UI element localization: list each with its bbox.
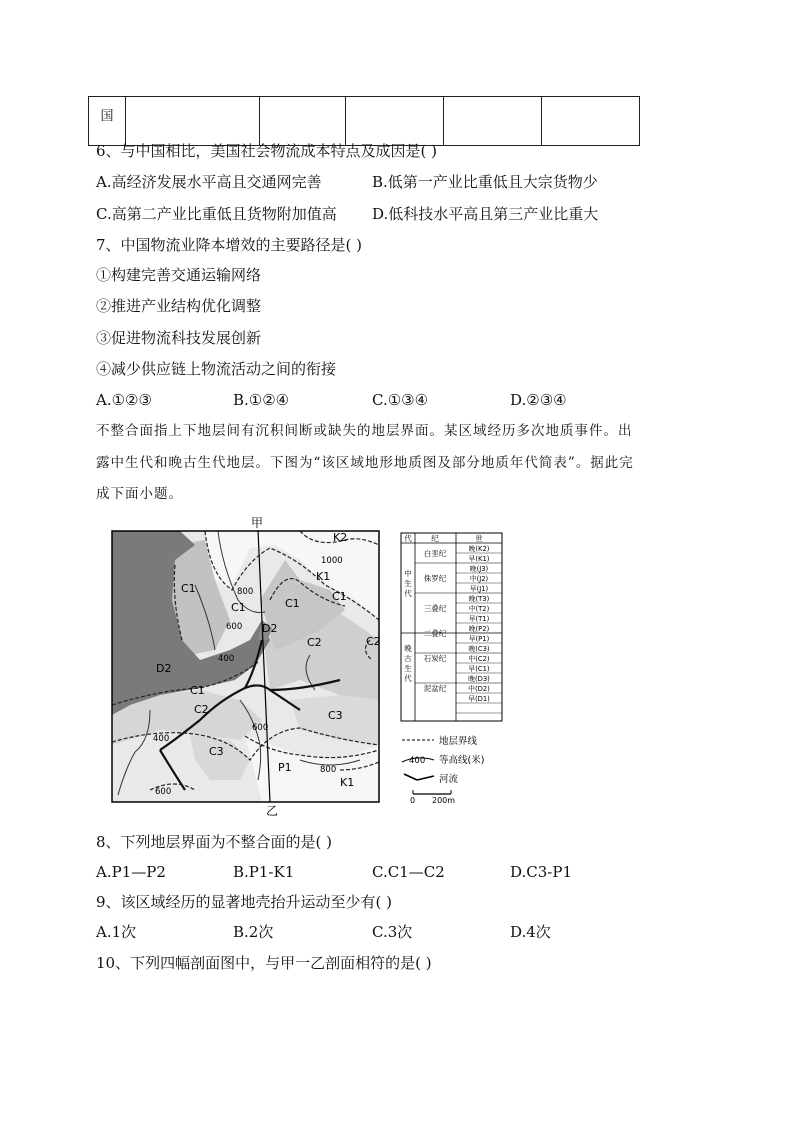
q7-item-2: ②推进产业结构优化调整 bbox=[96, 297, 262, 315]
q7-option-a[interactable]: A.①②③ bbox=[96, 391, 152, 409]
label-c1: C1 bbox=[190, 684, 205, 697]
q7-item-3: ③促进物流科技发展创新 bbox=[96, 329, 262, 347]
intro-line-2: 露中生代和晚古生代地层。下图为“该区域地形地质图及部分地质年代简表”。据此完 bbox=[96, 455, 634, 471]
table-cell: 国 bbox=[89, 97, 126, 146]
epoch-cell: 晚(J3) bbox=[469, 565, 489, 573]
q6-option-b[interactable]: B.低第一产业比重低且大宗货物少 bbox=[372, 173, 598, 191]
scale-length: 200m bbox=[432, 796, 456, 805]
label-c3: C3 bbox=[328, 709, 343, 722]
intro-line-3: 成下面小题。 bbox=[96, 486, 183, 502]
era-cell: 中生代 bbox=[404, 569, 412, 598]
epoch-cell: 中(T2) bbox=[468, 605, 490, 613]
q9-option-d[interactable]: D.4次 bbox=[510, 923, 551, 941]
label-k1: K1 bbox=[316, 570, 331, 583]
q6-option-c[interactable]: C.高第二产业比重低且货物附加值高 bbox=[96, 205, 337, 223]
contour-label: 800 bbox=[320, 765, 337, 775]
label-k2: K2 bbox=[333, 531, 348, 544]
q8-option-d[interactable]: D.C3-P1 bbox=[510, 863, 572, 881]
epoch-cell: 中(D2) bbox=[468, 685, 490, 693]
contour-label: 600 bbox=[226, 622, 243, 632]
data-table-fragment bbox=[88, 96, 640, 146]
epoch-cell: 早(C1) bbox=[468, 665, 490, 673]
table-cell bbox=[260, 97, 346, 146]
label-c2: C2 bbox=[194, 703, 209, 716]
question-7-stem: 7、中国物流业降本增效的主要路径是( ) bbox=[96, 236, 363, 254]
epoch-cell: 晚(C3) bbox=[468, 645, 490, 653]
table-row bbox=[89, 97, 640, 146]
contour-label: 400 bbox=[218, 654, 235, 664]
map-legend bbox=[399, 730, 509, 805]
question-10-stem: 10、下列四幅剖面图中，与甲一乙剖面相符的是( ) bbox=[96, 954, 432, 972]
table-cell bbox=[444, 97, 542, 146]
question-8-stem: 8、下列地层界面为不整合面的是( ) bbox=[96, 833, 333, 851]
contour-label: 600 bbox=[252, 723, 269, 733]
period-cell: 二叠纪 bbox=[423, 629, 447, 638]
label-c1: C1 bbox=[231, 601, 246, 614]
label-c2: C2 bbox=[307, 636, 322, 649]
table-cell bbox=[346, 97, 444, 146]
q6-option-d[interactable]: D.低科技水平高且第三产业比重大 bbox=[372, 205, 599, 223]
label-c1: C1 bbox=[285, 597, 300, 610]
label-c3: C3 bbox=[209, 745, 224, 758]
q7-item-1: ①构建完善交通运输网络 bbox=[96, 266, 262, 284]
contour-label: 800 bbox=[237, 587, 254, 597]
epoch-cell: 早(D1) bbox=[468, 695, 490, 703]
q9-option-c[interactable]: C.3次 bbox=[372, 923, 413, 941]
table-cell bbox=[126, 97, 260, 146]
contour-label: 600 bbox=[155, 787, 172, 797]
q8-option-a[interactable]: A.P1—P2 bbox=[96, 863, 166, 881]
legend-boundary-label: 地层界线 bbox=[439, 736, 478, 747]
epoch-cell: 晚(D3) bbox=[468, 675, 490, 683]
section-end-label: 乙 bbox=[266, 804, 279, 817]
q6-option-a[interactable]: A.高经济发展水平高且交通网完善 bbox=[96, 173, 322, 191]
label-k1: K1 bbox=[340, 776, 355, 789]
period-cell: 泥盆纪 bbox=[423, 684, 447, 693]
q8-option-b[interactable]: B.P1-K1 bbox=[233, 863, 295, 881]
label-d2: D2 bbox=[262, 622, 278, 635]
period-cell: 侏罗纪 bbox=[423, 574, 447, 583]
period-cell: 三叠纪 bbox=[423, 604, 447, 613]
label-c1: C1 bbox=[181, 582, 196, 595]
table-header-era: 代 bbox=[404, 534, 412, 543]
label-c2: C2 bbox=[366, 635, 381, 648]
epoch-cell: 中(J2) bbox=[469, 575, 489, 583]
q8-option-c[interactable]: C.C1—C2 bbox=[372, 863, 445, 881]
q7-option-c[interactable]: C.①③④ bbox=[372, 391, 429, 409]
table-header-period: 纪 bbox=[431, 534, 439, 543]
river-symbol bbox=[404, 774, 434, 780]
legend-contour-label: 等高线(米) bbox=[439, 755, 485, 766]
q7-option-d[interactable]: D.②③④ bbox=[510, 391, 567, 409]
q9-option-b[interactable]: B.2次 bbox=[233, 923, 274, 941]
question-9-stem: 9、该区域经历的显著地壳抬升运动至少有( ) bbox=[96, 893, 393, 911]
table-cell bbox=[542, 97, 640, 146]
legend-river-label: 河流 bbox=[439, 774, 459, 785]
epoch-cell: 早(J1) bbox=[469, 585, 489, 593]
q7-option-b[interactable]: B.①②④ bbox=[233, 391, 290, 409]
label-d2: D2 bbox=[156, 662, 172, 675]
geologic-time-table bbox=[399, 531, 505, 725]
q7-item-4: ④减少供应链上物流活动之间的衔接 bbox=[96, 360, 337, 378]
period-cell: 白垩纪 bbox=[423, 549, 447, 558]
era-cell: 晚古生代 bbox=[404, 644, 412, 683]
legend-contour-value: 400 bbox=[409, 756, 426, 766]
period-cell: 石炭纪 bbox=[423, 654, 447, 663]
q9-option-a[interactable]: A.1次 bbox=[96, 923, 137, 941]
epoch-cell: 晚(P2) bbox=[468, 625, 490, 633]
section-start-label: 甲 bbox=[251, 516, 264, 530]
table-header-epoch: 世 bbox=[475, 534, 483, 543]
epoch-cell: 早(P1) bbox=[468, 635, 490, 643]
label-c1: C1 bbox=[332, 590, 347, 603]
epoch-cell: 中(C2) bbox=[468, 655, 490, 663]
label-p1: P1 bbox=[278, 761, 292, 774]
contour-label: 1000 bbox=[321, 556, 343, 566]
geologic-map bbox=[100, 512, 390, 817]
contour-label: 400 bbox=[153, 734, 170, 744]
epoch-cell: 晚(T3) bbox=[468, 595, 490, 603]
epoch-cell: 早(K1) bbox=[468, 555, 490, 563]
epoch-cell: 早(T1) bbox=[468, 615, 490, 623]
intro-line-1: 不整合面指上下地层间有沉积间断或缺失的地层界面。某区域经历多次地质事件。出 bbox=[96, 423, 633, 439]
question-6-stem: 6、与中国相比，美国社会物流成本特点及成因是( ) bbox=[96, 142, 438, 160]
epoch-cell: 晚(K2) bbox=[468, 545, 490, 553]
scale-zero: 0 bbox=[410, 796, 416, 805]
